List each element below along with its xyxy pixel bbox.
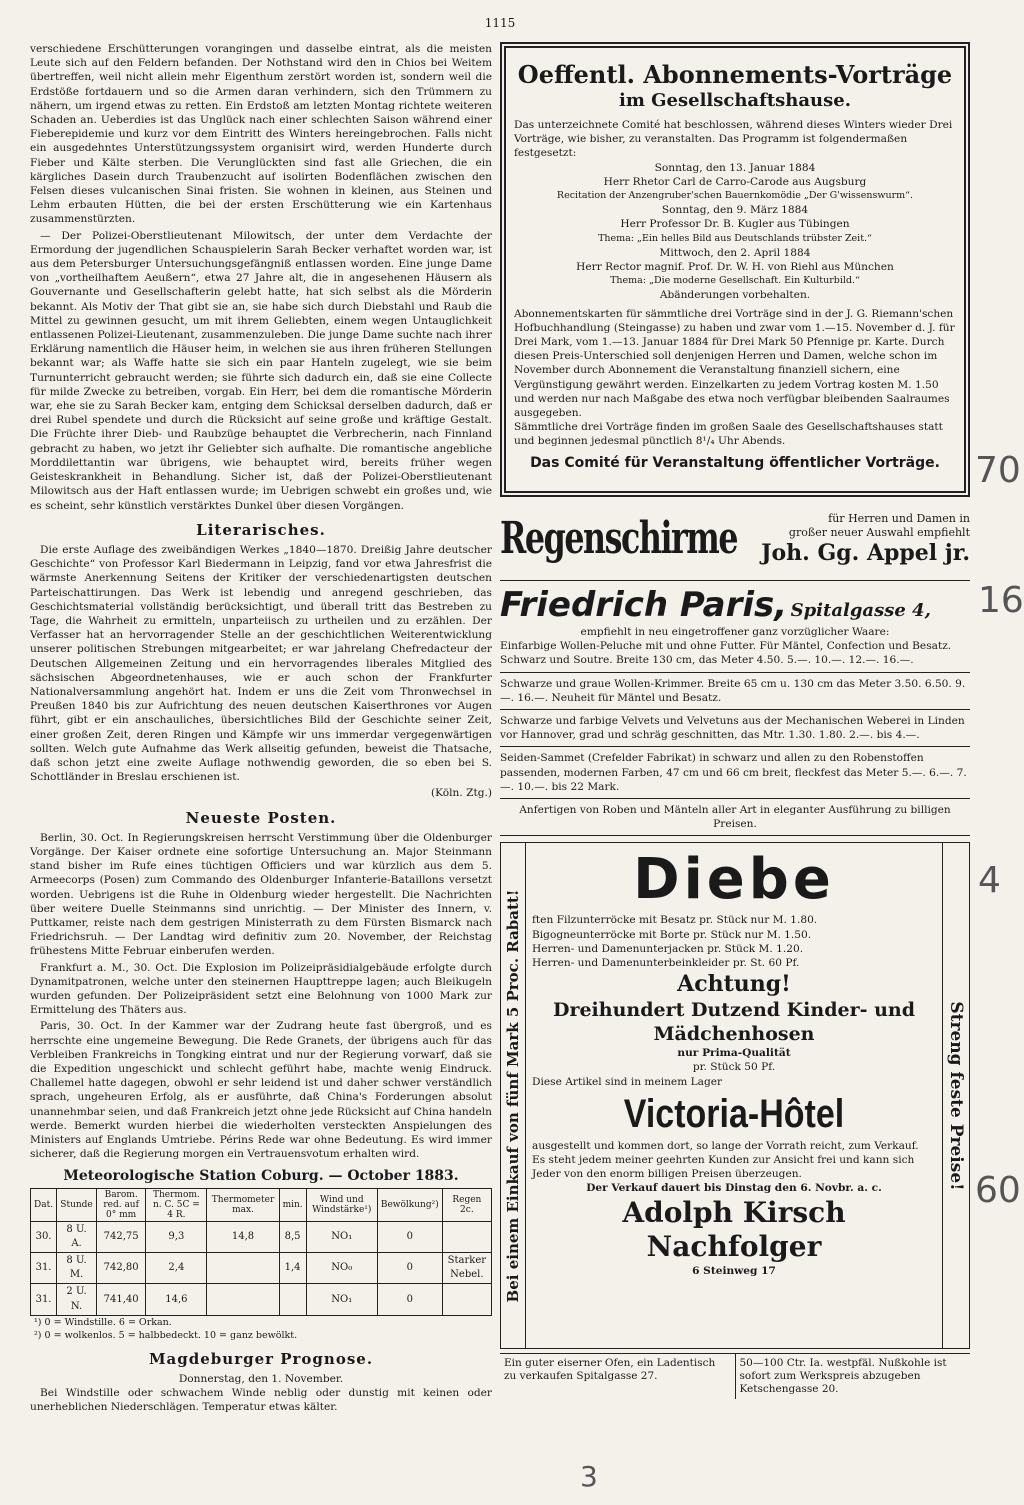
achtung-heading: Achtung! xyxy=(677,971,791,998)
weather-footnote: ²) 0 = wolkenlos. 5 = halbbedeckt. 10 = ganz bewölkt. xyxy=(34,1329,298,1341)
event-topic: Recitation der Anzengruber'schen Bauernkomödie „Der G'wissenswurm“. xyxy=(556,190,914,202)
qualitaet-line: nur Prima-Qualität xyxy=(677,1047,791,1060)
news-paragraph: Frankfurt a. M., 30. Oct. Die Explosion im Polizeipräsidialgebäude erfolgte durch Dynamitpatronen, welche unter den steinernen Haupttreppe lagen; auch Bleikugeln wurden gefunden. Der Polizeipräsident setzt eine Belohnung von 1000 Mark zur Ermittelung des Thäters aus. xyxy=(30,961,492,1017)
table-cell xyxy=(442,1284,491,1315)
regenschirme-ad xyxy=(500,497,970,581)
victoria-hotel: Victoria-Hôtel xyxy=(623,1091,845,1136)
news-paragraph: Berlin, 30. Oct. In Regierungskreisen herrscht Verstimmung über die Oldenburger Vorgänge. Der Kaiser ordnete eine sofortige Untersuchung an. Major Steinmann stand bisher im Rufe eines tüchtigen Officiers und war kürzlich aus dem 5. Armeecorps (Posen) zum Commando des Oldenburger Infanterie-Bataillons versetzt worden. Uebrigens ist die Ruhe in Oldenburg wieder hergestellt. Die Nachrichten über weitere Duelle Steinmanns sind unrichtig. — Der Minister des Innern, v. Puttkamer, reiste nach dem gestrigen Ministerrath zu dem Fürsten Bismarck nach Friedrichsruh. — Der Landtag wird definitiv zum 20. November, der Reichstag frühestens Mitte Februar einberufen werden. xyxy=(30,831,492,958)
paris-item: Schwarze und farbige Velvets und Velvetuns aus der Mechanischen Weberei in Linden vor Hannover, grad und schräg geschnitten, das Mtr. 1.30. 1.80. 2.—. bis 4.—. xyxy=(500,715,965,742)
changes-note: Abänderungen vorbehalten. xyxy=(659,289,811,302)
divider xyxy=(500,798,970,799)
regen-merchant: Joh. Gg. Appel jr. xyxy=(761,539,970,566)
vortraege-intro: Das unterzeichnete Comité hat beschlossen, während dieses Winters wieder Drei Vorträge, wie bisher, zu veranstalten. Das Programm ist folgendermaßen festgesetzt: xyxy=(514,119,953,160)
paris-item: Schwarze und graue Wollen-Krimmer. Breite 65 cm u. 130 cm das Meter 3.50. 6.50. 9.—. 16.—. Neuheit für Mäntel und Besatz. xyxy=(500,677,966,704)
preise-strip xyxy=(942,843,969,1348)
event-speaker: Herr Rhetor Carl de Carro-Carode aus Augsburg xyxy=(603,175,867,188)
kirsch-address: 6 Steinweg 17 xyxy=(692,1264,776,1277)
diebe-text: ausgestellt und kommen dort, so lange der Vorrath reicht, zum Verkauf. xyxy=(532,1139,919,1152)
diebe-line: ften Filzunterröcke mit Besatz pr. Stück nur M. 1.80. xyxy=(532,914,818,927)
vortraege-ad xyxy=(500,42,970,497)
verkauf-line: Der Verkauf dauert bis Dinstag den 6. Novbr. a. c. xyxy=(586,1182,882,1195)
table-cell: 8,5 xyxy=(279,1221,306,1252)
regen-line: für Herren und Damen in xyxy=(828,511,970,525)
table-cell xyxy=(207,1253,279,1284)
event-speaker: Herr Rector magnif. Prof. Dr. W. H. von Riehl aus München xyxy=(576,261,894,274)
table-row xyxy=(31,1221,492,1252)
table-cell: 742,75 xyxy=(96,1221,145,1252)
weather-header: Bewölkung²) xyxy=(377,1188,442,1221)
prognose-text: Bei Windstille oder schwachem Winde neblig oder dunstig mit keinen oder unerheblichen Niederschlägen. Temperatur etwas kälter. xyxy=(30,1387,492,1414)
bottom-classifieds xyxy=(500,1353,970,1399)
kohle-ad: 50—100 Ctr. Ia. westpfäl. Nußkohle ist sofort zum Werkspreis abzugeben Ketschengasse 20. xyxy=(739,1357,947,1396)
right-column xyxy=(500,42,970,1399)
news-paragraph: Paris, 30. Oct. In der Kammer war der Zudrang heute fast übergroß, und es herrschte eine ungemeine Bewegung. Die Rede Granets, der übrigens auch für das Verbleiben Frankreichs in Tongking eintrat und nur der Regierung vorwarf, daß sie die Expedition ungeschickt und schlecht geführt habe, machte wenig Eindruck. Challemel hatte dagegen, obwohl er sehr leidend ist und daher schwer verständlich sprach, ungeheuren Erfolg, als er ausführte, daß China's Forderungen absolut unannehmbar seien, und daß Frankreich jetzt ohne jede Rücksicht auf China handeln werde. Bemerkt wurden hierbei die wiederholten versteckten Anspielungen des Ministers auf Englands Umtriebe. Périns Rede war ohne Bedeutung. Es wird immer sicherer, daß die Regierung morgen ein Vertrauensvotum erhalten wird. xyxy=(30,1020,492,1161)
weather-header: Regen 2c. xyxy=(442,1188,491,1221)
event-topic: Thema: „Die moderne Gesellschaft. Ein Kulturbild.“ xyxy=(610,275,860,287)
paris-item: Anfertigen von Roben und Mänteln aller Art in eleganter Ausführung zu billigen Preisen. xyxy=(519,804,951,831)
table-cell xyxy=(279,1284,306,1315)
paris-item: Einfarbige Wollen-Peluche mit und ohne Futter. Für Mäntel, Confection und Besatz. Schwarz und Soutre. Breite 130 cm, das Meter 4.50. 5.—. 10.—. 12.—. 16.—. xyxy=(500,640,952,667)
page-number: 1115 xyxy=(484,16,516,30)
table-cell: 0 xyxy=(377,1284,442,1315)
table-row xyxy=(31,1253,492,1284)
neueste-posten-heading: Neueste Posten. xyxy=(185,808,337,827)
regenschirme-title: Regenschirme xyxy=(500,512,738,564)
table-cell: Starker Nebel. xyxy=(442,1253,491,1284)
weather-header: Thermom. n. C. 5C = 4 R. xyxy=(146,1188,207,1221)
event-speaker: Herr Professor Dr. B. Kugler aus Tübingen xyxy=(620,218,850,231)
vortraege-body: Abonnementskarten für sämmtliche drei Vorträge sind in der J. G. Riemann'schen Hofbuchhandlung (Steingasse) zu haben und zwar vom 1.—15. November d. J. für Drei Mark, vom 1.—13. Januar 1884 für Drei Mark 50 Pfennige pr. Karte. Durch diesen Preis-Unterschied soll denjenigen Herren und Damen, welche schon im November durch Abonnement die Veranstaltung finanziell sichern, eine Vergünstigung gewährt werden. Einzelkarten zu jedem Vortrag kosten M. 1.50 und werden nur nach Maßgabe des etwa noch verfügbar bleibenden Saalraumes ausgegeben. xyxy=(514,307,955,420)
vortraege-subtitle: im Gesellschaftshause. xyxy=(619,90,851,111)
margin-note: 60 xyxy=(975,1170,1021,1211)
paris-address: Spitalgasse 4, xyxy=(790,600,931,621)
diebe-line: Herren- und Damenunterjacken pr. Stück M. 1.20. xyxy=(532,942,804,955)
event-date: Mittwoch, den 2. April 1884 xyxy=(659,246,811,259)
table-cell: 741,40 xyxy=(96,1284,145,1315)
weather-header: Wind und Windstärke¹) xyxy=(306,1188,377,1221)
diebe-main xyxy=(526,843,942,1348)
weather-title: Meteorologische Station Coburg. — October 1883. xyxy=(63,1168,459,1185)
weather-header: Barom. red. auf 0° mm xyxy=(96,1188,145,1221)
table-cell: 8 U. M. xyxy=(57,1253,97,1284)
kirsch-name: Adolph Kirsch Nachfolger xyxy=(622,1195,846,1263)
vortraege-body: Sämmtliche drei Vorträge finden im großen Saale des Gesellschaftshauses statt und beginnen jedesmal pünctlich 8¹/₄ Uhr Abends. xyxy=(514,421,943,448)
table-cell: 8 U. A. xyxy=(57,1221,97,1252)
paris-intro: empfiehlt in neu eingetroffener ganz vorzüglicher Waare: xyxy=(580,626,890,638)
preis-line: pr. Stück 50 Pf. xyxy=(692,1061,776,1074)
literarisches-source: (Köln. Ztg.) xyxy=(431,787,492,800)
literarisches-text: Die erste Auflage des zweibändigen Werkes „1840—1870. Dreißig Jahre deutscher Geschichte“ von Professor Karl Biedermann in Leipzig, fand vor etwa Jahresfrist die wärmste Anerkennung Seitens der Kritiker der verschiedenartigsten deutschen Parteischattirungen. Das Werk ist lebendig und anregend geschrieben, das Geschichtsmaterial vollständig berücksichtigt, und überall tritt das Bestreben zu Tage, die Wahrheit zu ermitteln, unparteiisch zu urtheilen und zu erzählen. Der Verfasser hat an hervorragender Stelle an der geschichtlichen Weiterentwicklung unserer politischen Strebungen mitgearbeitet; er war jahrelang Chefredacteur der Deutschen Allgemeinen Zeitung und ein hervorragendes liberales Mitglied des sächsischen Abgeordnetenhauses, wie er auch schon der Frankfurter Nationalversammlung angehört hat. Indem er uns die Zeit vom Thronwechsel in Preußen 1840 bis zur Aufrichtung des neuen deutschen Kaiserthrones vor Augen führt, gibt er ein anschauliches, übersichtliches Bild der Geschichte seiner Zeit, einer großen Zeit, deren Ringen und Kämpfe wir uns immerdar vergegenwärtigen sollten. Welch gute Aufnahme das Werk allseitig gefunden, beweist die Thatsache, daß schon jetzt eine zweite Auflage nothwendig geworden, die so eben bei S. Schottländer in Breslau erschienen ist. xyxy=(30,543,492,784)
divider xyxy=(500,672,970,673)
lager-line: Diese Artikel sind in meinem Lager xyxy=(532,1075,723,1088)
table-cell: 14,6 xyxy=(146,1284,207,1315)
weather-footnote: ¹) 0 = Windstille. 6 = Orkan. xyxy=(34,1316,172,1328)
article-paragraph: verschiedene Erschütterungen vorangingen und dasselbe eintrat, als die meisten Leute sich auf den Feldern befanden. Der Nothstand wird den in Chios bei Weitem übertreffen, weil nicht allein mehr Eigenthum zerstört worden ist, sondern weil die Erdstöße fortdauern und so die Armen daran verhindern, sich den Trümmern zu nähern, um irgend etwas zu retten. Ein Erdstoß am letzten Montag richtete weiteren Schaden an. Ueberdies ist das Unglück nach einer schlechten Saison während einer Fieberepidemie und kurz vor dem Eintritt des Winters hereingebrochen. Falls nicht ein ausgedehntes Unterstützungssystem organisirt wird, werden Hunderte durch Fieber und Kälte sterben. Die Verunglückten sind fast alle Griechen, die ein kärgliches Dasein durch Traubenzucht auf isolirten Bodenflächen zwischen den Felsen dieses vulcanischen Sinai fristen. Sie wohnen in kleinen, aus Steinen und Lehm erbauten Hütten, die bei der ersten Erschütterung wie ein Kartenhaus zusammenstürzten. xyxy=(30,43,492,226)
paris-item: Seiden-Sammet (Crefelder Fabrikat) in schwarz und allen zu den Robenstoffen passenden, modernen Farben, 47 cm und 66 cm breit, fleckfest das Meter 5.—. 6.—. 7.—. 10.—. bis 22 Mark. xyxy=(500,752,967,793)
dreihundert-line: Dreihundert Dutzend Kinder- und Mädchenhosen xyxy=(552,999,915,1046)
event-topic: Thema: „Ein helles Bild aus Deutschlands trübster Zeit.“ xyxy=(598,232,872,244)
vortraege-title: Oeffentl. Abonnements-Vorträge xyxy=(517,60,953,89)
prognose-heading: Magdeburger Prognose. xyxy=(148,1349,374,1368)
diebe-line: Herren- und Damenunterbeinkleider pr. St. 60 Pf. xyxy=(532,957,800,970)
weather-header: Stunde xyxy=(57,1188,97,1221)
margin-note: 70 xyxy=(975,450,1021,491)
diebe-text: Es steht jedem meiner geehrten Kunden zur Ansicht frei und kann sich Jeder von den enorm billigen Preisen überzeugen. xyxy=(532,1154,915,1181)
article-paragraph: — Der Polizei-Oberstlieutenant Milowitsch, der unter dem Verdachte der Ermordung der jugendlichen Schauspielerin Sarah Becker verhaftet worden war, ist aus dem Petersburger Untersuchungsgefängniß entlassen worden. Eine junge Dame von „vortheilhaftem Aeußern“, etwa 27 Jahre alt, die in angesehenen Häusern als Gouvernante und Gesellschafterin gelebt hatte, hat sich selbst als die Mörderin bekannt. Als Motiv der That gibt sie an, sie habe sich durch Diebstahl und Raub die Mittel zu gewinnen gesucht, um mit ihrem Geliebten, einem wegen Untauglichkeit entlassenen Polizei-Lieutenant, zusammenzuleben. Die junge Dame suchte nach ihrer Erklärung namentlich die Häuser heim, in welchen sie aus ihren früheren Stellungen bekannt war; als Waffe hatte sie sich ein paar Hanteln zugelegt, wie sie beim Turnunterricht gebraucht werden; sie führte sich dadurch ein, daß sie eine Collecte für milde Zwecke zu betreiben, vorgab. Ein Herr, bei dem die romantische Mörderin war, ehe sie zu Sarah Becker kam, entging dem Schicksal derselben dadurch, daß er drei Rubel spendete und durch die Rücksicht auf seine große und kräftige Gestalt. Die Früchte ihrer Dieb- und Raubzüge behauptet die Verbrecherin, nach Finnland gebracht zu haben, wo jetzt ihr Geliebter sich aufhalte. Die romantische angebliche Morddilettantin war übrigens, wie behauptet wird, bereits früher wegen Geisteskrankheit in Behandlung. Sicher ist, daß der Polizei-Oberstlieutenant Milowitsch aus der Haft entlassen wurde; im Uebrigen schwebt ein großes und, wie es scheint, sehr künstlich verstärktes Dunkel über diesen Vorgängen. xyxy=(30,229,492,512)
table-cell xyxy=(207,1284,279,1315)
event-date: Sonntag, den 9. März 1884 xyxy=(661,204,809,217)
preise-text: Streng feste Preise! xyxy=(946,1001,967,1191)
table-cell: 9,3 xyxy=(146,1221,207,1252)
divider xyxy=(500,709,970,710)
weather-table xyxy=(30,1188,492,1316)
table-cell: 2 U. N. xyxy=(57,1284,97,1315)
table-cell: 2,4 xyxy=(146,1253,207,1284)
event-date: Sonntag, den 13. Januar 1884 xyxy=(654,161,816,174)
table-cell: 31. xyxy=(31,1284,57,1315)
diebe-ad xyxy=(500,842,970,1349)
regen-details xyxy=(720,512,970,566)
table-row xyxy=(31,1284,492,1315)
rabatt-strip xyxy=(501,843,526,1348)
weather-header: min. xyxy=(279,1188,306,1221)
margin-note: 4 xyxy=(978,860,1001,901)
regen-line: großer neuer Auswahl empfiehlt xyxy=(788,525,970,539)
paris-name: Friedrich Paris, xyxy=(500,585,788,625)
prognose-date: Donnerstag, den 1. November. xyxy=(178,1373,344,1386)
table-cell xyxy=(442,1221,491,1252)
paris-ad xyxy=(500,581,970,836)
literarisches-heading: Literarisches. xyxy=(196,520,326,539)
weather-header-row xyxy=(31,1188,492,1221)
left-column xyxy=(30,42,492,1417)
table-cell: NO₀ xyxy=(306,1253,377,1284)
table-cell: NO₁ xyxy=(306,1221,377,1252)
rabatt-text: Bei einem Einkauf von fünf Mark 5 Proc. Rabatt! xyxy=(503,889,522,1303)
table-cell: 30. xyxy=(31,1221,57,1252)
margin-note: 16 xyxy=(978,580,1024,621)
diebe-line: Bigogneunterröcke mit Borte pr. Stück nur M. 1.50. xyxy=(532,928,812,941)
table-cell: 1,4 xyxy=(279,1253,306,1284)
weather-header: Thermometer max. xyxy=(207,1188,279,1221)
table-cell: 742,80 xyxy=(96,1253,145,1284)
table-cell: 14,8 xyxy=(207,1221,279,1252)
table-cell: 0 xyxy=(377,1253,442,1284)
table-cell: NO₁ xyxy=(306,1284,377,1315)
margin-note: 3 xyxy=(580,1460,598,1493)
vortraege-footer: Das Comité für Veranstaltung öffentlicher Vorträge. xyxy=(530,454,940,471)
divider xyxy=(500,746,970,747)
table-cell: 31. xyxy=(31,1253,57,1284)
weather-header: Dat. xyxy=(31,1188,57,1221)
table-cell: 0 xyxy=(377,1221,442,1252)
ofen-ad: Ein guter eiserner Ofen, ein Ladentisch zu verkaufen Spitalgasse 27. xyxy=(500,1354,736,1399)
diebe-title: Diebe xyxy=(633,847,835,913)
